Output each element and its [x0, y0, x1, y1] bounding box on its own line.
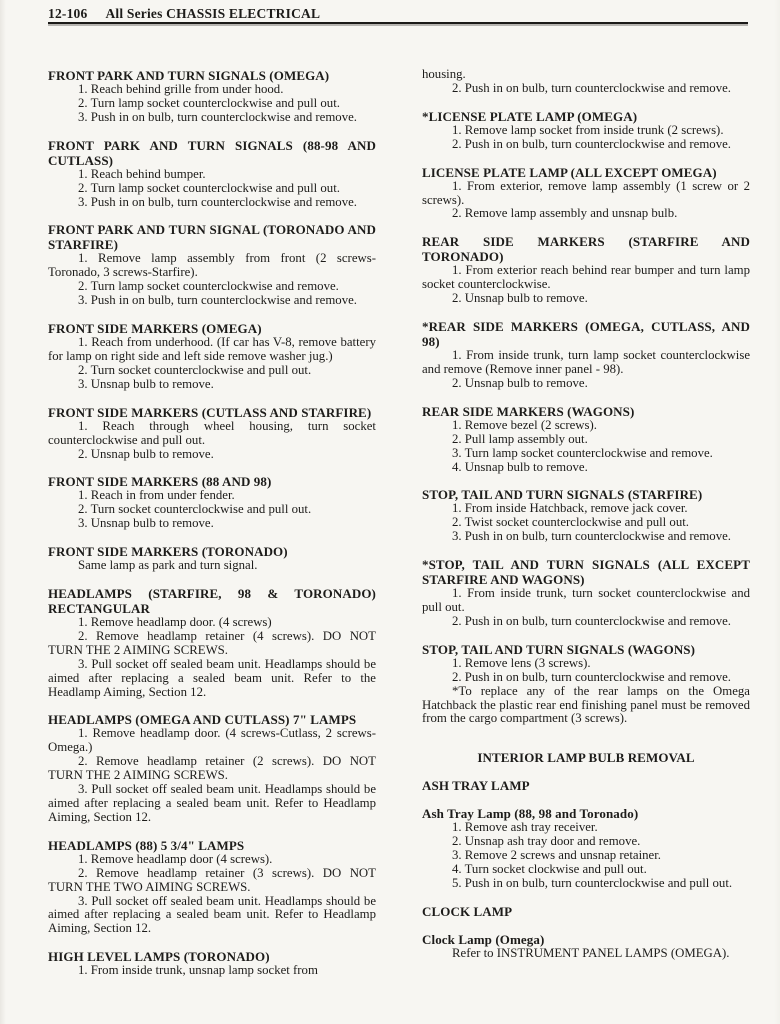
step-paragraph: 2. Remove headlamp retainer (4 screws). DO NOT TURN THE 2 AIMING SCREWS.	[48, 628, 376, 657]
section	[422, 68, 750, 96]
step-paragraph: 2. Push in on bulb, turn counterclockwise and remove.	[452, 613, 731, 628]
section-heading: FRONT PARK AND TURN SIGNAL (TORONADO AND STARFIRE)	[48, 222, 376, 253]
section	[422, 932, 750, 961]
section-heading: REAR SIDE MARKERS (STARFIRE AND TORONADO)	[422, 234, 750, 265]
section	[48, 838, 376, 936]
step-paragraph: 2. Push in on bulb, turn counterclockwise and remove.	[452, 669, 731, 684]
step-paragraph: 1. From inside trunk, turn lamp socket counterclockwise and remove (Remove inner panel - 98).	[422, 348, 750, 376]
section-heading: HEADLAMPS (OMEGA AND CUTLASS) 7" LAMPS	[48, 712, 357, 728]
section	[422, 557, 750, 629]
section-heading: HIGH LEVEL LAMPS (TORONADO)	[48, 949, 270, 965]
step-paragraph: 1. From inside Hatchback, remove jack cover.	[452, 501, 688, 516]
step-paragraph: 3. Push in on bulb, turn counterclockwise and remove.	[78, 293, 357, 308]
header-rule	[48, 22, 748, 24]
step-paragraph: 1. From inside trunk, unsnap lamp socket from	[78, 963, 318, 978]
section-heading: CLOCK LAMP	[422, 903, 513, 919]
section	[422, 234, 750, 306]
step-paragraph: 1. Remove bezel (2 screws).	[452, 417, 597, 432]
section-heading: FRONT SIDE MARKERS (TORONADO)	[48, 544, 288, 560]
step-paragraph: 1. Reach through wheel housing, turn socket counterclockwise and pull out.	[48, 418, 376, 447]
section-heading: FRONT SIDE MARKERS (CUTLASS AND STARFIRE)	[48, 404, 372, 420]
section-heading: FRONT SIDE MARKERS (88 AND 98)	[48, 474, 272, 490]
step-paragraph: 5. Push in on bulb, turn counterclockwise and pull out.	[452, 876, 733, 890]
step-paragraph: Refer to INSTRUMENT PANEL LAMPS (OMEGA).	[452, 945, 730, 960]
step-paragraph: 3. Remove 2 screws and unsnap retainer.	[452, 848, 661, 863]
section	[48, 474, 376, 531]
step-paragraph: 4. Turn socket clockwise and pull out.	[452, 862, 647, 877]
step-paragraph: 2. Unsnap bulb to remove.	[452, 375, 588, 390]
section-heading: HEADLAMPS (STARFIRE, 98 & TORONADO) RECTANGULAR	[48, 586, 376, 617]
step-paragraph: 1. Reach in from under fender.	[78, 488, 235, 503]
section	[422, 904, 750, 919]
section	[422, 806, 750, 891]
page-body	[48, 68, 750, 991]
section-heading: FRONT PARK AND TURN SIGNALS (88-98 AND CUTLASS)	[48, 137, 376, 168]
step-paragraph: 2. Turn socket counterclockwise and pull out.	[78, 362, 312, 377]
step-paragraph: 2. Turn socket counterclockwise and pull out.	[78, 502, 312, 517]
section	[422, 487, 750, 544]
step-paragraph: 2. Twist socket counterclockwise and pull out.	[452, 515, 689, 530]
step-paragraph: 1. From exterior reach behind rear bumper and turn lamp socket counterclockwise.	[422, 263, 750, 292]
section	[48, 405, 376, 462]
step-paragraph: 3. Unsnap bulb to remove.	[78, 516, 214, 531]
step-paragraph: 1. Remove lens (3 screws).	[452, 655, 591, 670]
step-paragraph: 2. Push in on bulb, turn counterclockwise and remove.	[452, 80, 731, 95]
step-paragraph: 1. Remove lamp socket from inside trunk (2 screws).	[452, 122, 724, 137]
section-heading: FRONT SIDE MARKERS (OMEGA)	[48, 321, 262, 337]
section	[48, 544, 376, 573]
step-paragraph: 2. Turn lamp socket counterclockwise and pull out.	[78, 95, 340, 110]
step-paragraph: 3. Pull socket off sealed beam unit. Headlamps should be aimed after replacing a sealed beam unit. Refer to Headlamp Aiming, Section 12.	[48, 893, 376, 936]
step-paragraph: 1. Remove headlamp door (4 screws).	[78, 851, 273, 866]
section	[422, 750, 750, 765]
step-paragraph: 1. Reach behind grille from under hood.	[78, 82, 284, 96]
step-paragraph: 3. Push in on bulb, turn counterclockwise and remove.	[452, 529, 731, 544]
step-paragraph: *To replace any of the rear lamps on the Omega Hatchback the plastic rear end finishing panel must be removed from the cargo compartment (3 screws).	[422, 683, 750, 726]
step-paragraph: 1. From exterior, remove lamp assembly (1 screw or 2 screws).	[422, 178, 750, 207]
section	[48, 712, 376, 824]
section	[422, 319, 750, 391]
step-paragraph: 2. Unsnap bulb to remove.	[78, 446, 214, 461]
step-paragraph: Same lamp as park and turn signal.	[78, 558, 258, 573]
step-paragraph: 1. Remove headlamp door. (4 screws-Cutlass, 2 screws-Omega.)	[48, 726, 376, 755]
section	[48, 949, 376, 978]
section	[48, 68, 376, 125]
section-heading: REAR SIDE MARKERS (WAGONS)	[422, 403, 635, 419]
step-paragraph: 3. Pull socket off sealed beam unit. Headlamps should be aimed after replacing a sealed beam unit. Refer to the Headlamp Aiming, Section 12.	[48, 656, 376, 699]
section-heading: *LICENSE PLATE LAMP (OMEGA)	[422, 108, 638, 124]
section-heading: FRONT PARK AND TURN SIGNALS (OMEGA)	[48, 68, 330, 83]
step-paragraph: 2. Unsnap ash tray door and remove.	[452, 834, 641, 849]
step-paragraph: 2. Turn lamp socket counterclockwise and remove.	[78, 279, 339, 294]
step-paragraph: 1. Reach behind bumper.	[78, 166, 206, 181]
step-paragraph: 2. Remove lamp assembly and unsnap bulb.	[452, 206, 678, 221]
left-column	[48, 68, 376, 991]
section	[422, 642, 750, 727]
step-paragraph: 3. Push in on bulb, turn counterclockwise and remove.	[78, 109, 357, 124]
section	[422, 778, 750, 793]
section	[422, 404, 750, 475]
section-heading: LICENSE PLATE LAMP (ALL EXCEPT OMEGA)	[422, 164, 717, 180]
step-paragraph: 2. Push in on bulb, turn counterclockwise and remove.	[452, 136, 731, 151]
step-paragraph: 1. Remove ash tray receiver.	[452, 820, 598, 835]
chapter-title: All Series CHASSIS ELECTRICAL	[105, 6, 321, 21]
section	[48, 222, 376, 308]
step-paragraph: 2. Turn lamp socket counterclockwise and pull out.	[78, 180, 340, 195]
section	[48, 138, 376, 210]
section-heading: INTERIOR LAMP BULB REMOVAL	[477, 750, 695, 766]
step-paragraph: 3. Push in on bulb, turn counterclockwise and remove.	[78, 194, 357, 209]
section-heading: STOP, TAIL AND TURN SIGNALS (STARFIRE)	[422, 487, 703, 503]
step-paragraph: 2. Remove headlamp retainer (3 screws). DO NOT TURN THE TWO AIMING SCREWS.	[48, 865, 376, 894]
section-heading: HEADLAMPS (88) 5 3/4" LAMPS	[48, 837, 245, 853]
section	[422, 109, 750, 152]
step-paragraph: 1. Remove headlamp door. (4 screws)	[78, 615, 272, 630]
page-number: 12-106	[48, 6, 88, 21]
section-heading: *STOP, TAIL AND TURN SIGNALS (ALL EXCEPT STARFIRE AND WAGONS)	[422, 557, 750, 588]
section	[48, 321, 376, 392]
page-header	[48, 6, 748, 22]
step-paragraph: 2. Pull lamp assembly out.	[452, 431, 588, 446]
step-paragraph: 3. Turn lamp socket counterclockwise and remove.	[452, 445, 713, 460]
step-paragraph: 2. Remove headlamp retainer (2 screws). DO NOT TURN THE 2 AIMING SCREWS.	[48, 754, 376, 783]
step-paragraph: 3. Unsnap bulb to remove.	[78, 376, 214, 391]
step-paragraph: 4. Unsnap bulb to remove.	[452, 459, 588, 474]
step-paragraph: 1. Remove lamp assembly from front (2 screws-Toronado, 3 screws-Starfire).	[48, 251, 376, 280]
section-heading: STOP, TAIL AND TURN SIGNALS (WAGONS)	[422, 641, 696, 657]
section	[422, 165, 750, 222]
section-heading: ASH TRAY LAMP	[422, 778, 530, 794]
step-paragraph: 2. Unsnap bulb to remove.	[452, 291, 588, 306]
section-heading: Ash Tray Lamp (88, 98 and Toronado)	[422, 806, 639, 822]
right-column	[422, 68, 750, 991]
section-heading: *REAR SIDE MARKERS (OMEGA, CUTLASS, AND 98)	[422, 319, 750, 350]
step-paragraph: 3. Pull socket off sealed beam unit. Headlamps should be aimed after replacing a sealed beam unit. Refer to Headlamp Aiming, Section 12.	[48, 782, 376, 824]
section-heading: Clock Lamp (Omega)	[422, 931, 545, 947]
step-paragraph: 1. From inside trunk, turn socket counterclockwise and pull out.	[422, 586, 750, 615]
continuation-paragraph: housing.	[422, 67, 466, 81]
step-paragraph: 1. Reach from underhood. (If car has V-8, remove battery for lamp on right side and left side remove washer jug.)	[48, 335, 376, 363]
section	[48, 586, 376, 699]
